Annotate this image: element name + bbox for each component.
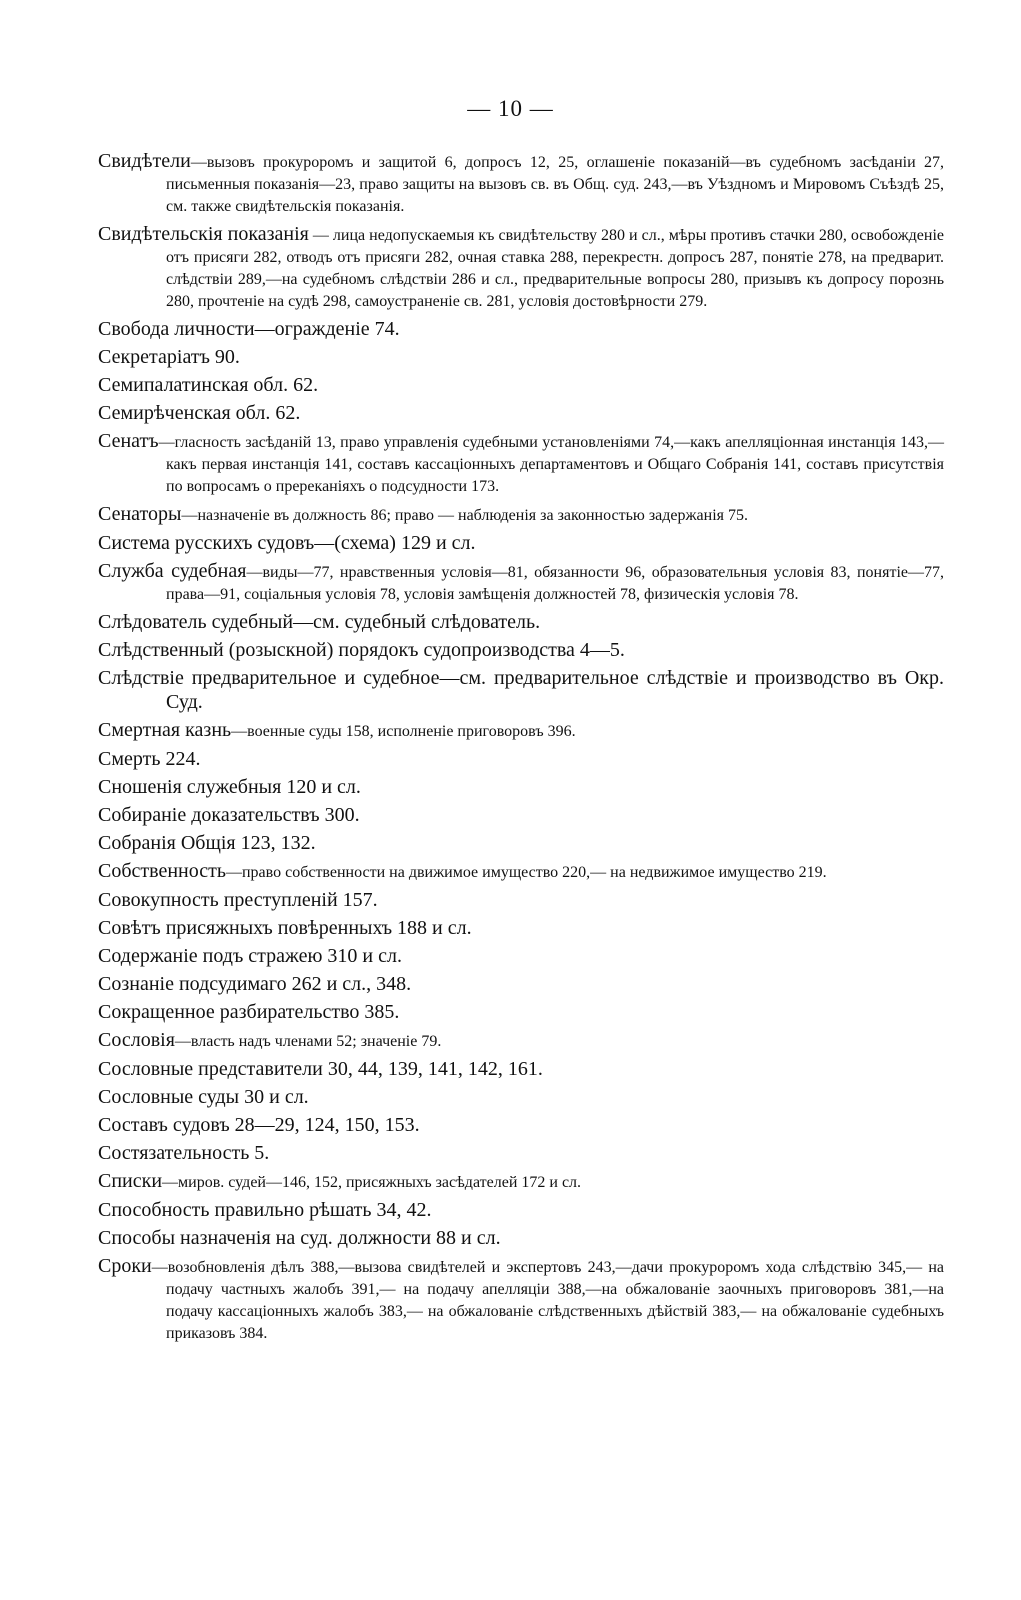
index-entry: [98, 719, 944, 743]
index-entry-heading: Собственность: [98, 860, 226, 882]
index-entry: [98, 748, 944, 772]
index-entry: [98, 917, 944, 941]
index-entry-text: —виды—77, нравственныя условія—81, обязанности 96, образовательныя условія 83, понятіе—77, права—91, соціальныя условія 78, условія замѣщенія должностей 78, физическія условія 78.: [166, 564, 945, 603]
index-entry-heading: Слѣдственный (розыскной) порядокъ судопроизводства 4—5.: [98, 639, 625, 661]
index-entry-heading: Совѣтъ присяжныхъ повѣренныхъ 188 и сл.: [98, 917, 472, 939]
index-entry: [98, 667, 944, 715]
index-entry-heading: Смерть 224.: [98, 748, 201, 770]
index-entry: [98, 560, 944, 606]
index-entry: [98, 532, 944, 556]
index-entry-heading: Слѣдователь судебный—см. судебный слѣдователь.: [98, 611, 541, 633]
index-entry-heading: Сословные представители 30, 44, 139, 141, 142, 161.: [98, 1058, 543, 1080]
index-entry-heading: Смертная казнь: [98, 719, 232, 741]
index-entry: [98, 1058, 944, 1082]
index-entry-heading: Совокупность преступленій 157.: [98, 889, 378, 911]
index-entry-text: —возобновленія дѣлъ 388,—вызова свидѣтелей и экспертовъ 243,—дачи прокуроромъ хода слѣдствію 345,— на подачу частныхъ жалобъ 391,— на подачу апелляціи 388,—на обжалованіе заочныхъ приговоровъ 381,—на подачу кассаціонныхъ жалобъ 383,— на обжалованіе слѣдственныхъ дѣйствій 383,— на обжалованіе судебныхъ приказовъ 384.: [151, 1259, 944, 1342]
index-entry: [98, 1170, 944, 1194]
index-entry-heading: Свобода личности—огражденіе 74.: [98, 318, 400, 340]
index-entry: [98, 1142, 944, 1166]
index-entry: [98, 973, 944, 997]
index-entry: [98, 374, 944, 398]
index-entry: [98, 1001, 944, 1025]
index-entry: [98, 503, 944, 527]
index-entry-heading: Свидѣтельскія показанія: [98, 223, 309, 245]
index-entry-heading: Сознаніе подсудимаго 262 и сл., 348.: [98, 973, 412, 995]
index-entry: [98, 402, 944, 426]
index-entry: [98, 223, 944, 313]
index-entry: [98, 1029, 944, 1053]
index-entry: [98, 430, 944, 498]
index-entry-heading: Сокращенное разбирательство 385.: [98, 1001, 400, 1023]
index-entry-heading: Семирѣченская обл. 62.: [98, 402, 301, 424]
index-entry-text: —назначеніе въ должность 86; право — наблюденія за законностью задержанія 75.: [181, 507, 749, 524]
index-entry-heading: Сношенія служебныя 120 и сл.: [98, 776, 361, 798]
index-entry-heading: Собираніе доказательствъ 300.: [98, 804, 360, 826]
index-entry-heading: Сенаторы: [98, 503, 182, 525]
index-entry-heading: Сенатъ: [98, 430, 159, 452]
index-entry: [98, 832, 944, 856]
index-entry-heading: Составъ судовъ 28—29, 124, 150, 153.: [98, 1114, 420, 1136]
index-entry: [98, 346, 944, 370]
index-entry-heading: Свидѣтели: [98, 150, 191, 172]
page-number: — 10 —: [467, 96, 554, 121]
index-entry: [98, 1086, 944, 1110]
index-entry-heading: Собранія Общія 123, 132.: [98, 832, 316, 854]
index-entry: [98, 860, 944, 884]
index-entry-heading: Сословія: [98, 1029, 175, 1051]
index-entry-heading: Слѣдствіе предварительное и судебное—см. предварительное слѣдствіе и производство въ Окр. Суд.: [98, 667, 944, 713]
index-entry: [98, 1199, 944, 1223]
index-entry-heading: Семипалатинская обл. 62.: [98, 374, 319, 396]
index-entry: [98, 318, 944, 342]
index-entry-text: —власть надъ членами 52; значеніе 79.: [174, 1033, 442, 1050]
index-entry: [98, 945, 944, 969]
index-entry: [98, 150, 944, 218]
index-entry: [98, 639, 944, 663]
index-entry-text: —право собственности на движимое имущество 220,— на недвижимое имущество 219.: [225, 864, 827, 881]
index-entries: [98, 150, 944, 1350]
index-entry-text: —вызовъ прокуроромъ и защитой 6, допросъ 12, 25, оглашеніе показаній—въ судебномъ засѣданіи 27, письменныя показанія—23, право защиты на вызовъ св. въ Общ. суд. 243,—въ Уѣздномъ и Мировомъ Съѣздѣ 25, см. также свидѣтельскія показанія.: [166, 154, 944, 215]
index-entry: [98, 1255, 944, 1345]
index-entry-heading: Списки: [98, 1170, 163, 1192]
index-entry-heading: Содержаніе подъ стражею 310 и сл.: [98, 945, 402, 967]
index-entry-heading: Служба судебная: [98, 560, 247, 582]
index-entry-text: —гласность засѣданій 13, право управленія судебными установленіями 74,—какъ апелляціонная инстанція 143,—какъ первая инстанція 141, составъ кассаціонныхъ департаментовъ и Общаго Собранія 141, составъ присутствія по вопросамъ о пререканіяхъ о подсудности 173.: [158, 434, 944, 495]
index-entry: [98, 1114, 944, 1138]
index-entry-heading: Способы назначенія на суд. должности 88 и сл.: [98, 1227, 501, 1249]
index-entry: [98, 1227, 944, 1251]
index-entry-text: —военные суды 158, исполненіе приговоровъ 396.: [231, 723, 576, 740]
index-entry-heading: Секретаріатъ 90.: [98, 346, 240, 368]
index-entry-text: — лица недопускаемыя къ свидѣтельству 280 и сл., мѣры противъ стачки 280, освобожденіе отъ присяги 282, отводъ отъ присяги 282, очная ставка 288, перекрестн. допросъ 287, понятіе 278, на предварит. слѣдствіи 289,—на судебномъ слѣдствіи 286 и сл., предварительные вопросы 280, призывъ къ допросу порознь 280, прочтеніе на судѣ 298, самоустраненіе св. 281, условія достовѣрности 279.: [166, 227, 945, 310]
index-entry-heading: Сроки: [98, 1255, 152, 1277]
index-entry-heading: Система русскихъ судовъ—(схема) 129 и сл.: [98, 532, 476, 554]
index-entry-heading: Способность правильно рѣшать 34, 42.: [98, 1199, 432, 1221]
index-entry-text: —миров. судей—146, 152, присяжныхъ засѣдателей 172 и сл.: [162, 1174, 582, 1191]
index-entry: [98, 611, 944, 635]
index-entry: [98, 776, 944, 800]
index-entry-heading: Сословные суды 30 и сл.: [98, 1086, 309, 1108]
index-entry: [98, 804, 944, 828]
index-entry: [98, 889, 944, 913]
index-entry-heading: Состязательность 5.: [98, 1142, 270, 1164]
